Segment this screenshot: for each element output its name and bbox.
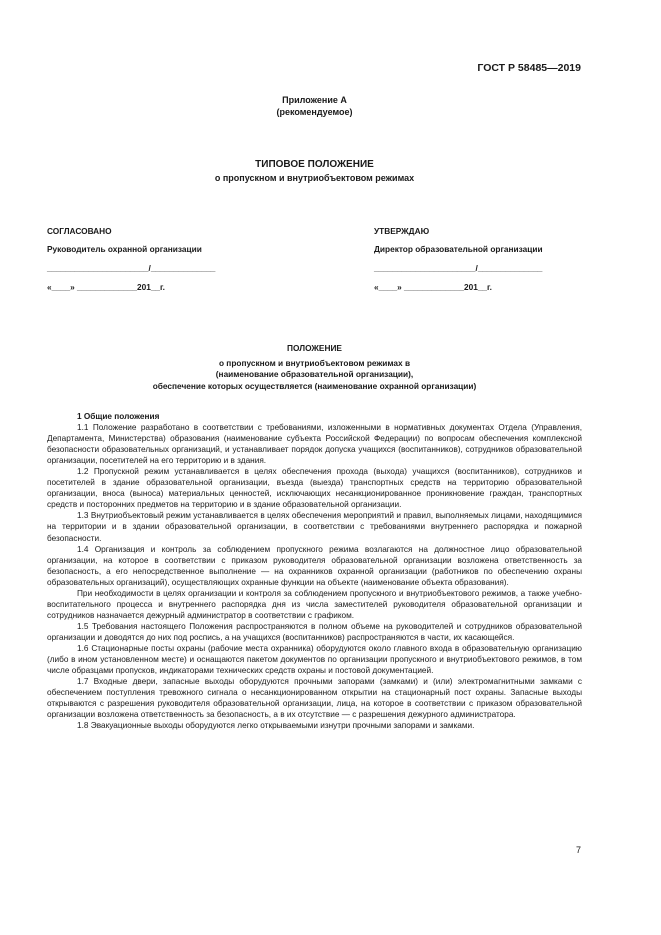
approval-left-position: Руководитель охранной организации [47, 244, 202, 254]
appendix-title: Приложение А [282, 95, 347, 105]
page-number: 7 [575, 845, 581, 855]
regulation-line-2: (наименование образовательной организации), [215, 369, 414, 380]
paragraph-1-8: 1.8 Эвакуационные выходы оборудуются легко открываемыми изнутри прочными запорами и замками. [77, 721, 475, 731]
appendix-type: (рекомендуемое) [276, 107, 353, 117]
approval-right-sign-line: ______________________/______________ [374, 263, 543, 273]
approval-left-sign-line: ______________________/______________ [47, 263, 216, 273]
section-heading: 1 Общие положения [77, 412, 160, 421]
document-subtitle: о пропускном и внутриобъектовом режимах [214, 173, 415, 183]
document-title: ТИПОВОЕ ПОЛОЖЕНИЕ [255, 159, 374, 170]
approval-right-date-line: «____» _____________201__г. [374, 282, 492, 292]
regulation-title: ПОЛОЖЕНИЕ [287, 343, 342, 353]
paragraph-1-1: 1.1 Положение разработано в соответствии с требованиями, изложенными в нормативных документах Отдела (Управления, Департамента, Министерства) образования (наименование субъекта Российской Федерации) по вопросам обеспечения комплексной безопасности образовательных организаций, и устанавливает порядок допуска учащихся (воспитанников), сотрудников образовательной организации, посетителей на его территорию и в здания. [47, 423, 582, 466]
document-title-block [47, 158, 582, 185]
standard-number: ГОСТ Р 58485—2019 [477, 62, 581, 74]
approval-left-date-line: «____» _____________201__г. [47, 282, 165, 292]
paragraph-1-6: 1.6 Стационарные посты охраны (рабочие места охранника) оборудуются около главного входа в образовательную организацию (либо в ином установленном месте) и оснащаются пакетом документов по организации пропускного и внутриобъектового режимов, в том числе образцами пропусков, индикаторами технических средств охраны и постовой документацией. [47, 643, 582, 676]
paragraph-1-4-note: При необходимости в целях организации и контроля за соблюдением пропускного и внутриобъектового режимов, а также учебно-воспитательного процесса и внутреннего распорядка дня из числа заместителей руководителя образовательной организации и сотрудников назначается дежурный администратор в соответствии с графиком. [47, 588, 582, 620]
approval-right-heading: УТВЕРЖДАЮ [374, 226, 430, 236]
regulation-line-3: обеспечение которых осуществляется (наименование охранной организации) [152, 380, 477, 391]
appendix-block [47, 94, 582, 118]
paragraph-1-5: 1.5 Требования настоящего Положения распространяются в полном объеме на руководителей и сотрудников образовательной организации и доводятся до них под роспись, а на учащихся (воспитанников) распространяются в части, их касающейся. [47, 621, 582, 642]
regulation-line-1: о пропускном и внутриобъектовом режимах в [218, 358, 411, 368]
regulation-subtitle [47, 358, 582, 392]
approval-left-heading: СОГЛАСОВАНО [47, 226, 112, 236]
approval-right-position: Директор образовательной организации [374, 244, 543, 254]
section-general-provisions [47, 411, 582, 731]
paragraph-1-2: 1.2 Пропускной режим устанавливается в целях обеспечения прохода (выхода) учащихся (воспитанников), сотрудников и посетителей в здание образовательной организации, въезда (выезда) транспортных средств на территорию образовательной организации, вноса (выноса) материальных ценностей, исключающих несанкционированное проникновение граждан, транспортных средств и посторонних предметов на территорию и в здание образовательной организации. [47, 467, 582, 510]
paragraph-1-3: 1.3 Внутриобъектовый режим устанавливается в целях обеспечения мероприятий и правил, выполняемых лицами, находящимися на территории и в здании образовательной организации, в соответствии с требованиями внутреннего распорядка и пожарной безопасности. [47, 511, 582, 543]
paragraph-1-4: 1.4 Организация и контроль за соблюдением пропускного режима возлагаются на должностное лицо образовательной организации, на которое в соответствии с приказом руководителя образовательной организации возложена ответственность за безопасность, а его непосредственное выполнение — на охранников охранной организации (работников по обеспечению охраны образовательных организаций), осуществляющих охранные функции на объекте (наименование объекта образования). [47, 544, 582, 587]
paragraph-1-7: 1.7 Входные двери, запасные выходы оборудуются прочными запорами (замками) и (или) электромагнитными замками с обеспечением поступления тревожного сигнала о несанкционированном открытии на стационарный пост охраны. Запасные выходы открываются с разрешения руководителя образовательной организации, лица, на которое в соответствии с приказом образовательной организации возложена ответственность за безопасность, а в их отсутствие — с разрешения дежурного администратора. [47, 677, 582, 720]
